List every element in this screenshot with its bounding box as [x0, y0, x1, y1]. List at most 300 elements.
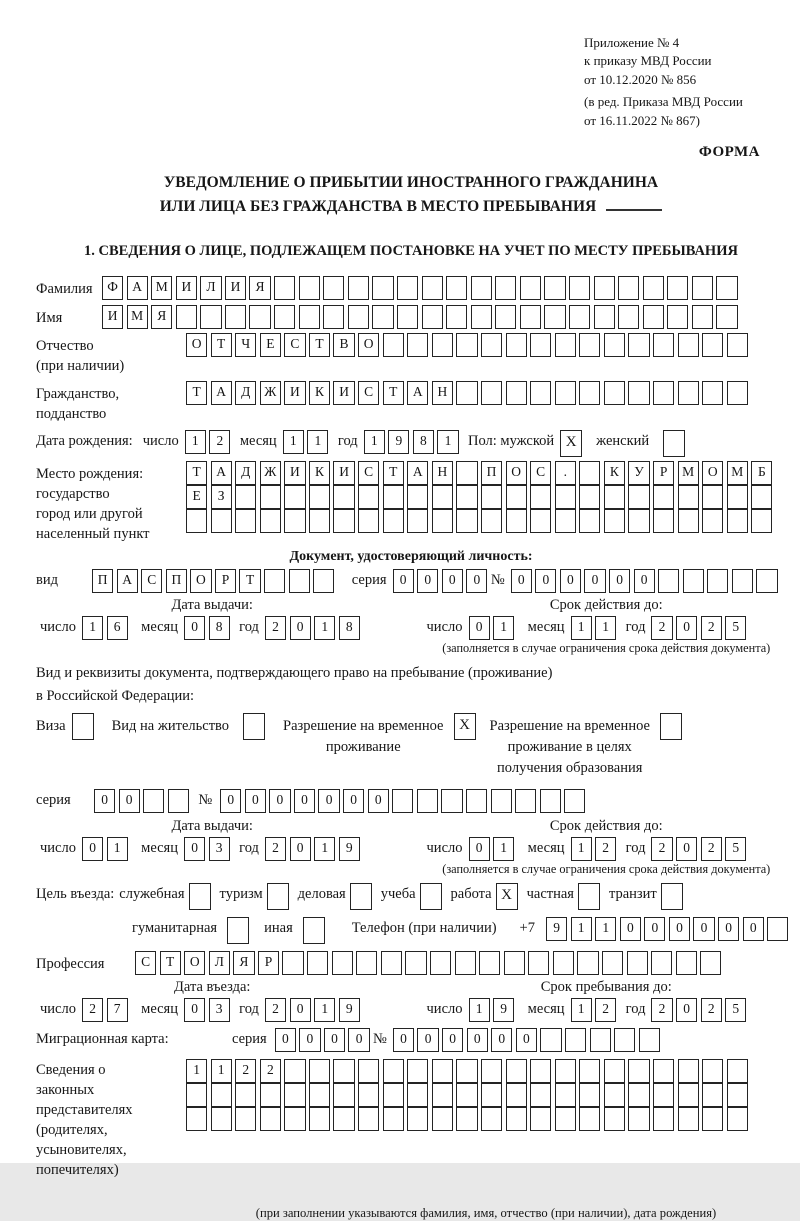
- char-cell: С: [530, 461, 551, 485]
- res-issued-month-boxes[interactable]: [184, 837, 233, 861]
- mc-series-boxes[interactable]: [275, 1028, 373, 1052]
- stay-month-boxes[interactable]: [571, 998, 620, 1022]
- char-cell: 9: [388, 430, 409, 454]
- char-cell: 2: [265, 837, 286, 861]
- char-cell: 0: [620, 917, 641, 941]
- char-cell: [383, 1107, 404, 1131]
- entry-title: Дата въезда:: [174, 979, 251, 996]
- char-cell: Т: [309, 333, 330, 357]
- char-cell: С: [135, 951, 156, 975]
- char-cell: [678, 485, 699, 509]
- char-cell: [481, 1059, 502, 1083]
- char-cell: [678, 509, 699, 533]
- char-cell: [176, 305, 197, 329]
- char-cell: [544, 276, 565, 300]
- char-cell: В: [333, 333, 354, 357]
- char-cell: 0: [324, 1028, 345, 1052]
- char-cell: 2: [595, 998, 616, 1022]
- char-cell: [333, 1059, 354, 1083]
- doc-number-boxes[interactable]: [511, 569, 781, 593]
- char-cell: 0: [442, 1028, 463, 1052]
- char-cell: [422, 276, 443, 300]
- char-cell: [614, 1028, 635, 1052]
- char-cell: [481, 333, 502, 357]
- char-cell: [383, 485, 404, 509]
- char-cell: [274, 276, 295, 300]
- purpose-study-checkbox[interactable]: [420, 883, 442, 910]
- char-cell: [530, 333, 551, 357]
- char-cell: [651, 951, 672, 975]
- purpose-humanitarian: гуманитарная: [132, 917, 249, 944]
- purpose-private: частная: [527, 883, 600, 910]
- char-cell: [432, 485, 453, 509]
- char-cell: [569, 276, 590, 300]
- sex-male-checkbox[interactable]: [560, 430, 582, 457]
- char-cell: [520, 305, 541, 329]
- char-cell: 1: [493, 837, 514, 861]
- char-cell: К: [309, 381, 330, 405]
- char-cell: [643, 276, 664, 300]
- purpose-other-checkbox[interactable]: [303, 917, 325, 944]
- char-cell: [628, 333, 649, 357]
- entry-year-boxes[interactable]: [265, 998, 363, 1022]
- given-name-boxes[interactable]: [102, 305, 741, 329]
- residence-permit-checkbox[interactable]: [243, 713, 265, 740]
- birth-date-label: Дата рождения:: [36, 432, 133, 449]
- phone-prefix: +7: [519, 919, 535, 936]
- profession-field: [36, 951, 786, 975]
- char-cell: 1: [307, 430, 328, 454]
- char-cell: [432, 1059, 453, 1083]
- mc-series-label: серия: [232, 1031, 267, 1048]
- char-cell: 0: [466, 569, 487, 593]
- char-cell: 0: [644, 917, 665, 941]
- char-cell: 2: [260, 1059, 281, 1083]
- char-cell: [528, 951, 549, 975]
- char-cell: 1: [185, 430, 206, 454]
- char-cell: Л: [200, 276, 221, 300]
- char-cell: О: [506, 461, 527, 485]
- char-cell: [618, 276, 639, 300]
- char-cell: 0: [290, 837, 311, 861]
- char-cell: 2: [82, 998, 103, 1022]
- char-cell: [235, 485, 256, 509]
- char-cell: [405, 951, 426, 975]
- char-cell: [456, 485, 477, 509]
- patronymic-label: Отчество (при наличии): [36, 338, 125, 375]
- char-cell: 1: [571, 616, 592, 640]
- char-cell: [727, 381, 748, 405]
- valid-year-label: год: [625, 619, 646, 636]
- char-cell: [555, 1083, 576, 1107]
- res-valid-note: (заполняется в случае ограничения срока действия документа): [442, 861, 771, 876]
- char-cell: [555, 1059, 576, 1083]
- char-cell: 5: [725, 998, 746, 1022]
- char-cell: [653, 333, 674, 357]
- char-cell: [579, 461, 600, 485]
- char-cell: [372, 276, 393, 300]
- char-cell: [579, 1083, 600, 1107]
- char-cell: [702, 1059, 723, 1083]
- char-cell: [658, 569, 679, 593]
- birth-place-row3[interactable]: [186, 509, 776, 533]
- char-cell: [540, 1028, 561, 1052]
- char-cell: 0: [511, 569, 532, 593]
- res-valid-month-label: месяц: [527, 839, 565, 856]
- char-cell: [756, 569, 777, 593]
- char-cell: [604, 381, 625, 405]
- char-cell: [716, 305, 737, 329]
- purpose-work: работа X: [451, 883, 518, 910]
- citizenship-boxes[interactable]: [186, 381, 751, 405]
- char-cell: Н: [432, 461, 453, 485]
- char-cell: [358, 1107, 379, 1131]
- char-cell: [441, 789, 462, 813]
- char-cell: [590, 1028, 611, 1052]
- char-cell: 0: [417, 1028, 438, 1052]
- entry-block: [40, 979, 385, 1022]
- purpose-official-checkbox[interactable]: [189, 883, 211, 910]
- char-cell: [555, 1107, 576, 1131]
- char-cell: [323, 305, 344, 329]
- purpose-transit: транзит: [609, 883, 683, 910]
- char-cell: [303, 917, 325, 944]
- stay-block: [427, 979, 786, 1022]
- char-cell: С: [358, 461, 379, 485]
- char-cell: [555, 381, 576, 405]
- entry-day-boxes[interactable]: [82, 998, 131, 1022]
- representatives-row3[interactable]: [186, 1107, 751, 1131]
- res-issued-day-label: число: [40, 839, 76, 856]
- char-cell: 2: [651, 837, 672, 861]
- char-cell: 5: [725, 616, 746, 640]
- char-cell: [678, 1059, 699, 1083]
- doc-issued-title: Дата выдачи:: [171, 597, 253, 614]
- char-cell: 0: [634, 569, 655, 593]
- char-cell: Р: [215, 569, 236, 593]
- char-cell: 2: [209, 430, 230, 454]
- char-cell: [727, 1083, 748, 1107]
- sex-female-checkbox[interactable]: [663, 430, 685, 457]
- char-cell: П: [166, 569, 187, 593]
- birth-place-boxes: [186, 461, 786, 533]
- issued-year-boxes[interactable]: [265, 616, 363, 640]
- valid-month-boxes[interactable]: [571, 616, 620, 640]
- char-cell: [284, 1107, 305, 1131]
- birth-year-boxes[interactable]: [364, 430, 462, 454]
- blank-underline: [606, 195, 662, 211]
- char-cell: [309, 1059, 330, 1083]
- entry-month-boxes[interactable]: [184, 998, 233, 1022]
- doc-series-label: серия: [351, 571, 387, 588]
- char-cell: [678, 1083, 699, 1107]
- char-cell: 0: [676, 998, 697, 1022]
- char-cell: [604, 1107, 625, 1131]
- char-cell: [235, 509, 256, 533]
- issued-month-boxes[interactable]: [184, 616, 233, 640]
- res-valid-year-boxes[interactable]: [651, 837, 749, 861]
- entry-stay-dates: [36, 979, 786, 1022]
- phone-boxes[interactable]: [546, 917, 792, 941]
- res-valid-day-boxes[interactable]: [469, 837, 518, 861]
- purpose-private-checkbox[interactable]: [578, 883, 600, 910]
- char-cell: А: [127, 276, 148, 300]
- char-cell: [727, 1107, 748, 1131]
- char-cell: 2: [265, 998, 286, 1022]
- char-cell: [456, 333, 477, 357]
- citizenship-field: [36, 381, 786, 424]
- char-cell: 9: [339, 998, 360, 1022]
- profession-boxes[interactable]: [135, 951, 725, 975]
- temp-residence-label: Разрешение на временное проживание: [283, 718, 444, 756]
- char-cell: [553, 951, 574, 975]
- issued-month-label: месяц: [141, 619, 178, 636]
- char-cell: [422, 305, 443, 329]
- char-cell: [471, 276, 492, 300]
- res-valid-month-boxes[interactable]: [571, 837, 620, 861]
- patronymic-field: [36, 333, 786, 376]
- residence-doc-intro: Вид и реквизиты документа, подтверждающего право на пребывание (проживание) в Российской Федерации:: [36, 665, 553, 704]
- visa-label: Виза: [36, 718, 66, 735]
- char-cell: А: [407, 381, 428, 405]
- char-cell: [604, 1083, 625, 1107]
- char-cell: 1: [595, 917, 616, 941]
- stay-day-boxes[interactable]: [469, 998, 518, 1022]
- char-cell: А: [407, 461, 428, 485]
- char-cell: 0: [290, 616, 311, 640]
- visit-purpose-row2: [36, 917, 786, 944]
- doc-series-boxes[interactable]: [393, 569, 491, 593]
- stay-year-boxes[interactable]: [651, 998, 749, 1022]
- char-cell: [479, 951, 500, 975]
- char-cell: [186, 1107, 207, 1131]
- char-cell: 1: [186, 1059, 207, 1083]
- char-cell: Е: [186, 485, 207, 509]
- birth-place-row2[interactable]: [186, 485, 776, 509]
- char-cell: [702, 1083, 723, 1107]
- char-cell: Б: [751, 461, 772, 485]
- char-cell: 0: [184, 998, 205, 1022]
- char-cell: [235, 1107, 256, 1131]
- char-cell: [604, 485, 625, 509]
- char-cell: О: [358, 333, 379, 357]
- res-series-label: серия: [36, 792, 71, 809]
- doc-kind-boxes[interactable]: [92, 569, 338, 593]
- purpose-business-checkbox[interactable]: [350, 883, 372, 910]
- res-issued-day-boxes[interactable]: [82, 837, 131, 861]
- char-cell: 9: [546, 917, 567, 941]
- form-title: [36, 171, 786, 219]
- birth-place-row1[interactable]: [186, 461, 776, 485]
- char-cell: [481, 1083, 502, 1107]
- representatives-row1[interactable]: [186, 1059, 751, 1083]
- mc-number-boxes[interactable]: [393, 1028, 663, 1052]
- char-cell: К: [604, 461, 625, 485]
- char-cell: [727, 1059, 748, 1083]
- visa-checkbox[interactable]: [72, 713, 94, 740]
- char-cell: 0: [343, 789, 364, 813]
- residence-permit-label: Вид на жительство: [111, 718, 230, 735]
- char-cell: Ж: [260, 381, 281, 405]
- char-cell: Д: [235, 461, 256, 485]
- char-cell: [200, 305, 221, 329]
- char-cell: И: [284, 461, 305, 485]
- res-issued-title: Дата выдачи:: [171, 817, 253, 834]
- char-cell: [350, 883, 372, 910]
- char-cell: [456, 1059, 477, 1083]
- char-cell: 1: [107, 837, 128, 861]
- purpose-transit-checkbox[interactable]: [661, 883, 683, 910]
- char-cell: 9: [493, 998, 514, 1022]
- birth-place-label: Место рождения: государство город или другой населенный пункт: [36, 466, 150, 543]
- char-cell: И: [333, 381, 354, 405]
- char-cell: 0: [368, 789, 389, 813]
- char-cell: Т: [186, 381, 207, 405]
- temp-residence-checkbox[interactable]: [454, 713, 476, 740]
- char-cell: 0: [184, 616, 205, 640]
- purpose-tourism-checkbox[interactable]: [267, 883, 289, 910]
- char-cell: А: [117, 569, 138, 593]
- representatives-note: (при заполнении указываются фамилия, имя, отчество (при наличии), дата рождения): [255, 1205, 717, 1220]
- char-cell: П: [92, 569, 113, 593]
- char-cell: [383, 333, 404, 357]
- res-issued-year-boxes[interactable]: [265, 837, 363, 861]
- char-cell: Т: [383, 461, 404, 485]
- char-cell: С: [358, 381, 379, 405]
- char-cell: [661, 883, 683, 910]
- char-cell: [702, 381, 723, 405]
- appendix-line: Приложение № 4: [584, 35, 680, 50]
- birth-month-boxes[interactable]: [283, 430, 332, 454]
- char-cell: 8: [413, 430, 434, 454]
- char-cell: А: [211, 381, 232, 405]
- sex-female-label: женский: [596, 432, 650, 449]
- char-cell: Т: [211, 333, 232, 357]
- char-cell: [456, 381, 477, 405]
- char-cell: [732, 569, 753, 593]
- char-cell: 2: [235, 1059, 256, 1083]
- char-cell: Р: [653, 461, 674, 485]
- form-title-line2: ИЛИ ЛИЦА БЕЗ ГРАЖДАНСТВА В МЕСТО ПРЕБЫВАНИЯ: [36, 195, 786, 219]
- char-cell: [678, 333, 699, 357]
- char-cell: 1: [595, 616, 616, 640]
- char-cell: Е: [260, 333, 281, 357]
- char-cell: 1: [314, 837, 335, 861]
- char-cell: [186, 1083, 207, 1107]
- char-cell: 3: [209, 998, 230, 1022]
- char-cell: [313, 569, 334, 593]
- doc-valid-title: Срок действия до:: [549, 597, 663, 614]
- temp-residence-edu-checkbox[interactable]: [660, 713, 682, 740]
- char-cell: [309, 485, 330, 509]
- stay-day-label: число: [426, 1001, 463, 1018]
- surname-boxes[interactable]: [102, 276, 741, 300]
- char-cell: 1: [211, 1059, 232, 1083]
- phone-label: Телефон (при наличии): [351, 919, 497, 936]
- char-cell: 0: [245, 789, 266, 813]
- char-cell: Т: [160, 951, 181, 975]
- purpose-humanitarian-checkbox[interactable]: [227, 917, 249, 944]
- issued-year-label: год: [239, 619, 259, 636]
- char-cell: [397, 276, 418, 300]
- char-cell: И: [333, 461, 354, 485]
- purpose-study: учеба: [381, 883, 442, 910]
- issued-day-boxes[interactable]: [82, 616, 131, 640]
- stay-year-label: год: [625, 1001, 646, 1018]
- birth-day-boxes[interactable]: [185, 430, 234, 454]
- char-cell: [358, 1059, 379, 1083]
- char-cell: Т: [239, 569, 260, 593]
- char-cell: 1: [571, 837, 592, 861]
- char-cell: [481, 485, 502, 509]
- visit-purpose-row: [36, 883, 786, 910]
- regulation-reference: [584, 34, 786, 130]
- char-cell: 2: [701, 998, 722, 1022]
- char-cell: 0: [743, 917, 764, 941]
- char-cell: [683, 569, 704, 593]
- option-temp-residence: [283, 713, 475, 758]
- char-cell: [604, 333, 625, 357]
- valid-year-boxes[interactable]: [651, 616, 749, 640]
- char-cell: 2: [701, 837, 722, 861]
- char-cell: Р: [258, 951, 279, 975]
- patronymic-boxes[interactable]: [186, 333, 751, 357]
- char-cell: 1: [437, 430, 458, 454]
- char-cell: 0: [318, 789, 339, 813]
- char-cell: [667, 305, 688, 329]
- char-cell: 0: [469, 837, 490, 861]
- stay-month-label: месяц: [527, 1001, 565, 1018]
- char-cell: 2: [701, 616, 722, 640]
- char-cell: 0: [294, 789, 315, 813]
- mc-number-label: №: [373, 1031, 387, 1048]
- representatives-field: [36, 1057, 786, 1180]
- purpose-work-checkbox[interactable]: [496, 883, 518, 910]
- char-cell: [397, 305, 418, 329]
- char-cell: [506, 509, 527, 533]
- valid-note: (заполняется в случае ограничения срока действия документа): [442, 641, 771, 656]
- char-cell: [358, 1083, 379, 1107]
- char-cell: [420, 883, 442, 910]
- char-cell: [333, 1083, 354, 1107]
- char-cell: З: [211, 485, 232, 509]
- char-cell: С: [284, 333, 305, 357]
- char-cell: [530, 381, 551, 405]
- char-cell: [504, 951, 525, 975]
- char-cell: [260, 1083, 281, 1107]
- birth-place-field: [36, 461, 786, 544]
- char-cell: 0: [535, 569, 556, 593]
- char-cell: [602, 951, 623, 975]
- char-cell: [407, 1059, 428, 1083]
- char-cell: [235, 1083, 256, 1107]
- res-number-boxes[interactable]: [220, 789, 589, 813]
- char-cell: [432, 509, 453, 533]
- char-cell: [579, 1059, 600, 1083]
- char-cell: [579, 509, 600, 533]
- char-cell: [372, 305, 393, 329]
- char-cell: [506, 485, 527, 509]
- representatives-row2[interactable]: [186, 1083, 751, 1107]
- res-issued-block: [40, 818, 385, 877]
- char-cell: 7: [107, 998, 128, 1022]
- identity-doc-dates: [36, 597, 786, 656]
- char-cell: [227, 917, 249, 944]
- res-series-boxes[interactable]: [94, 789, 192, 813]
- char-cell: Ч: [235, 333, 256, 357]
- valid-day-boxes[interactable]: [469, 616, 518, 640]
- doc-kind-label: вид: [36, 571, 58, 588]
